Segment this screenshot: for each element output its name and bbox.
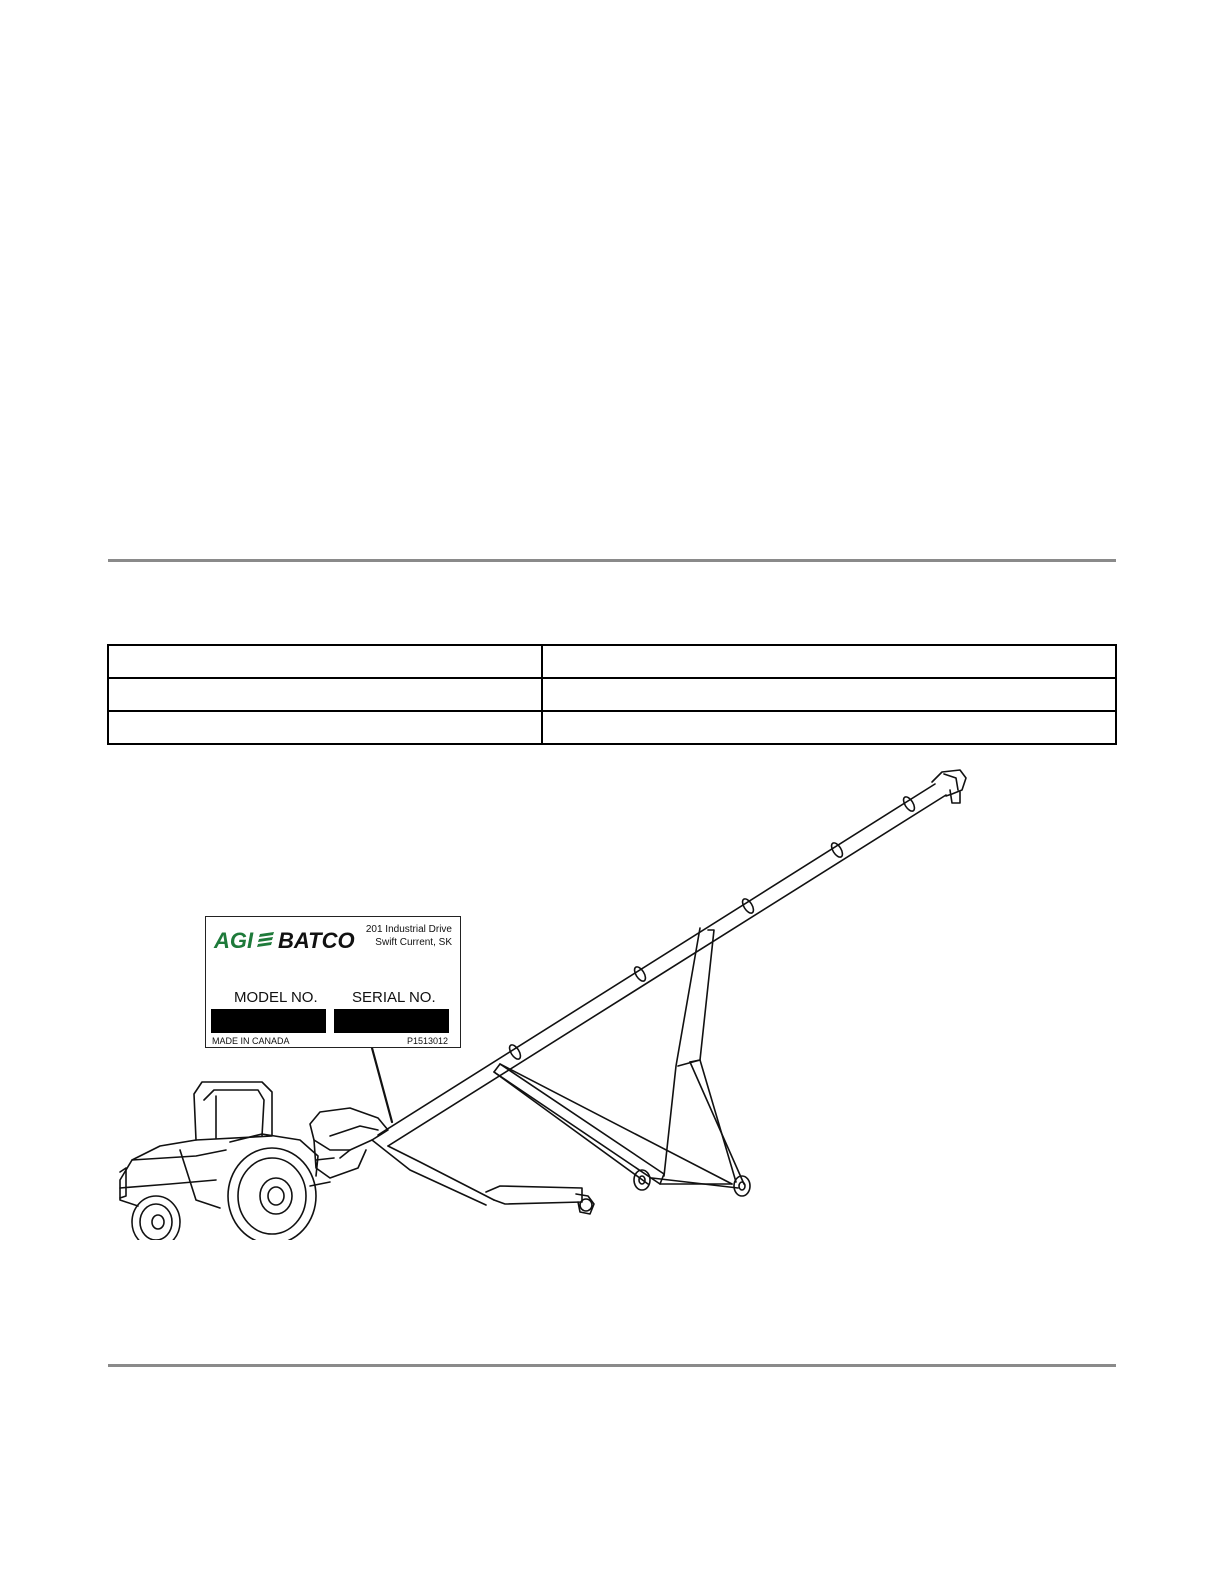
table-cell (542, 711, 1116, 744)
intake-tube (486, 1186, 594, 1214)
table-row (108, 711, 1116, 744)
top-divider (108, 559, 1116, 562)
tractor (120, 1082, 334, 1240)
table-row (108, 678, 1116, 711)
serial-number-decal (205, 916, 461, 1048)
table-row (108, 645, 1116, 678)
address-line-1: 201 Industrial Drive (365, 924, 452, 935)
auger-tractor-illustration (0, 760, 1225, 1240)
bottom-divider (108, 1364, 1116, 1367)
discharge-spout (932, 770, 966, 803)
table-cell (108, 645, 542, 678)
table-cell (542, 678, 1116, 711)
made-in-text: MADE IN CANADA (212, 1036, 290, 1046)
serial-number-field (334, 1009, 449, 1033)
svg-text:BATCO: BATCO (278, 928, 355, 953)
model-number-label: MODEL NO. (234, 989, 318, 1006)
auger-tube (378, 784, 946, 1146)
leader-line (372, 1048, 392, 1122)
serial-number-label: SERIAL NO. (352, 989, 436, 1006)
info-table (107, 644, 1117, 745)
intake-hopper (310, 1108, 494, 1205)
model-number-field (211, 1009, 326, 1033)
table-cell (108, 711, 542, 744)
part-number-text: P1513012 (406, 1036, 448, 1046)
table-cell (542, 645, 1116, 678)
agi-batco-logo (212, 922, 372, 956)
address-line-2: Swift Current, SK (375, 937, 452, 948)
svg-text:AGI: AGI (214, 928, 254, 953)
undercarriage (494, 928, 744, 1188)
table-cell (108, 678, 542, 711)
decal-address (366, 923, 452, 949)
